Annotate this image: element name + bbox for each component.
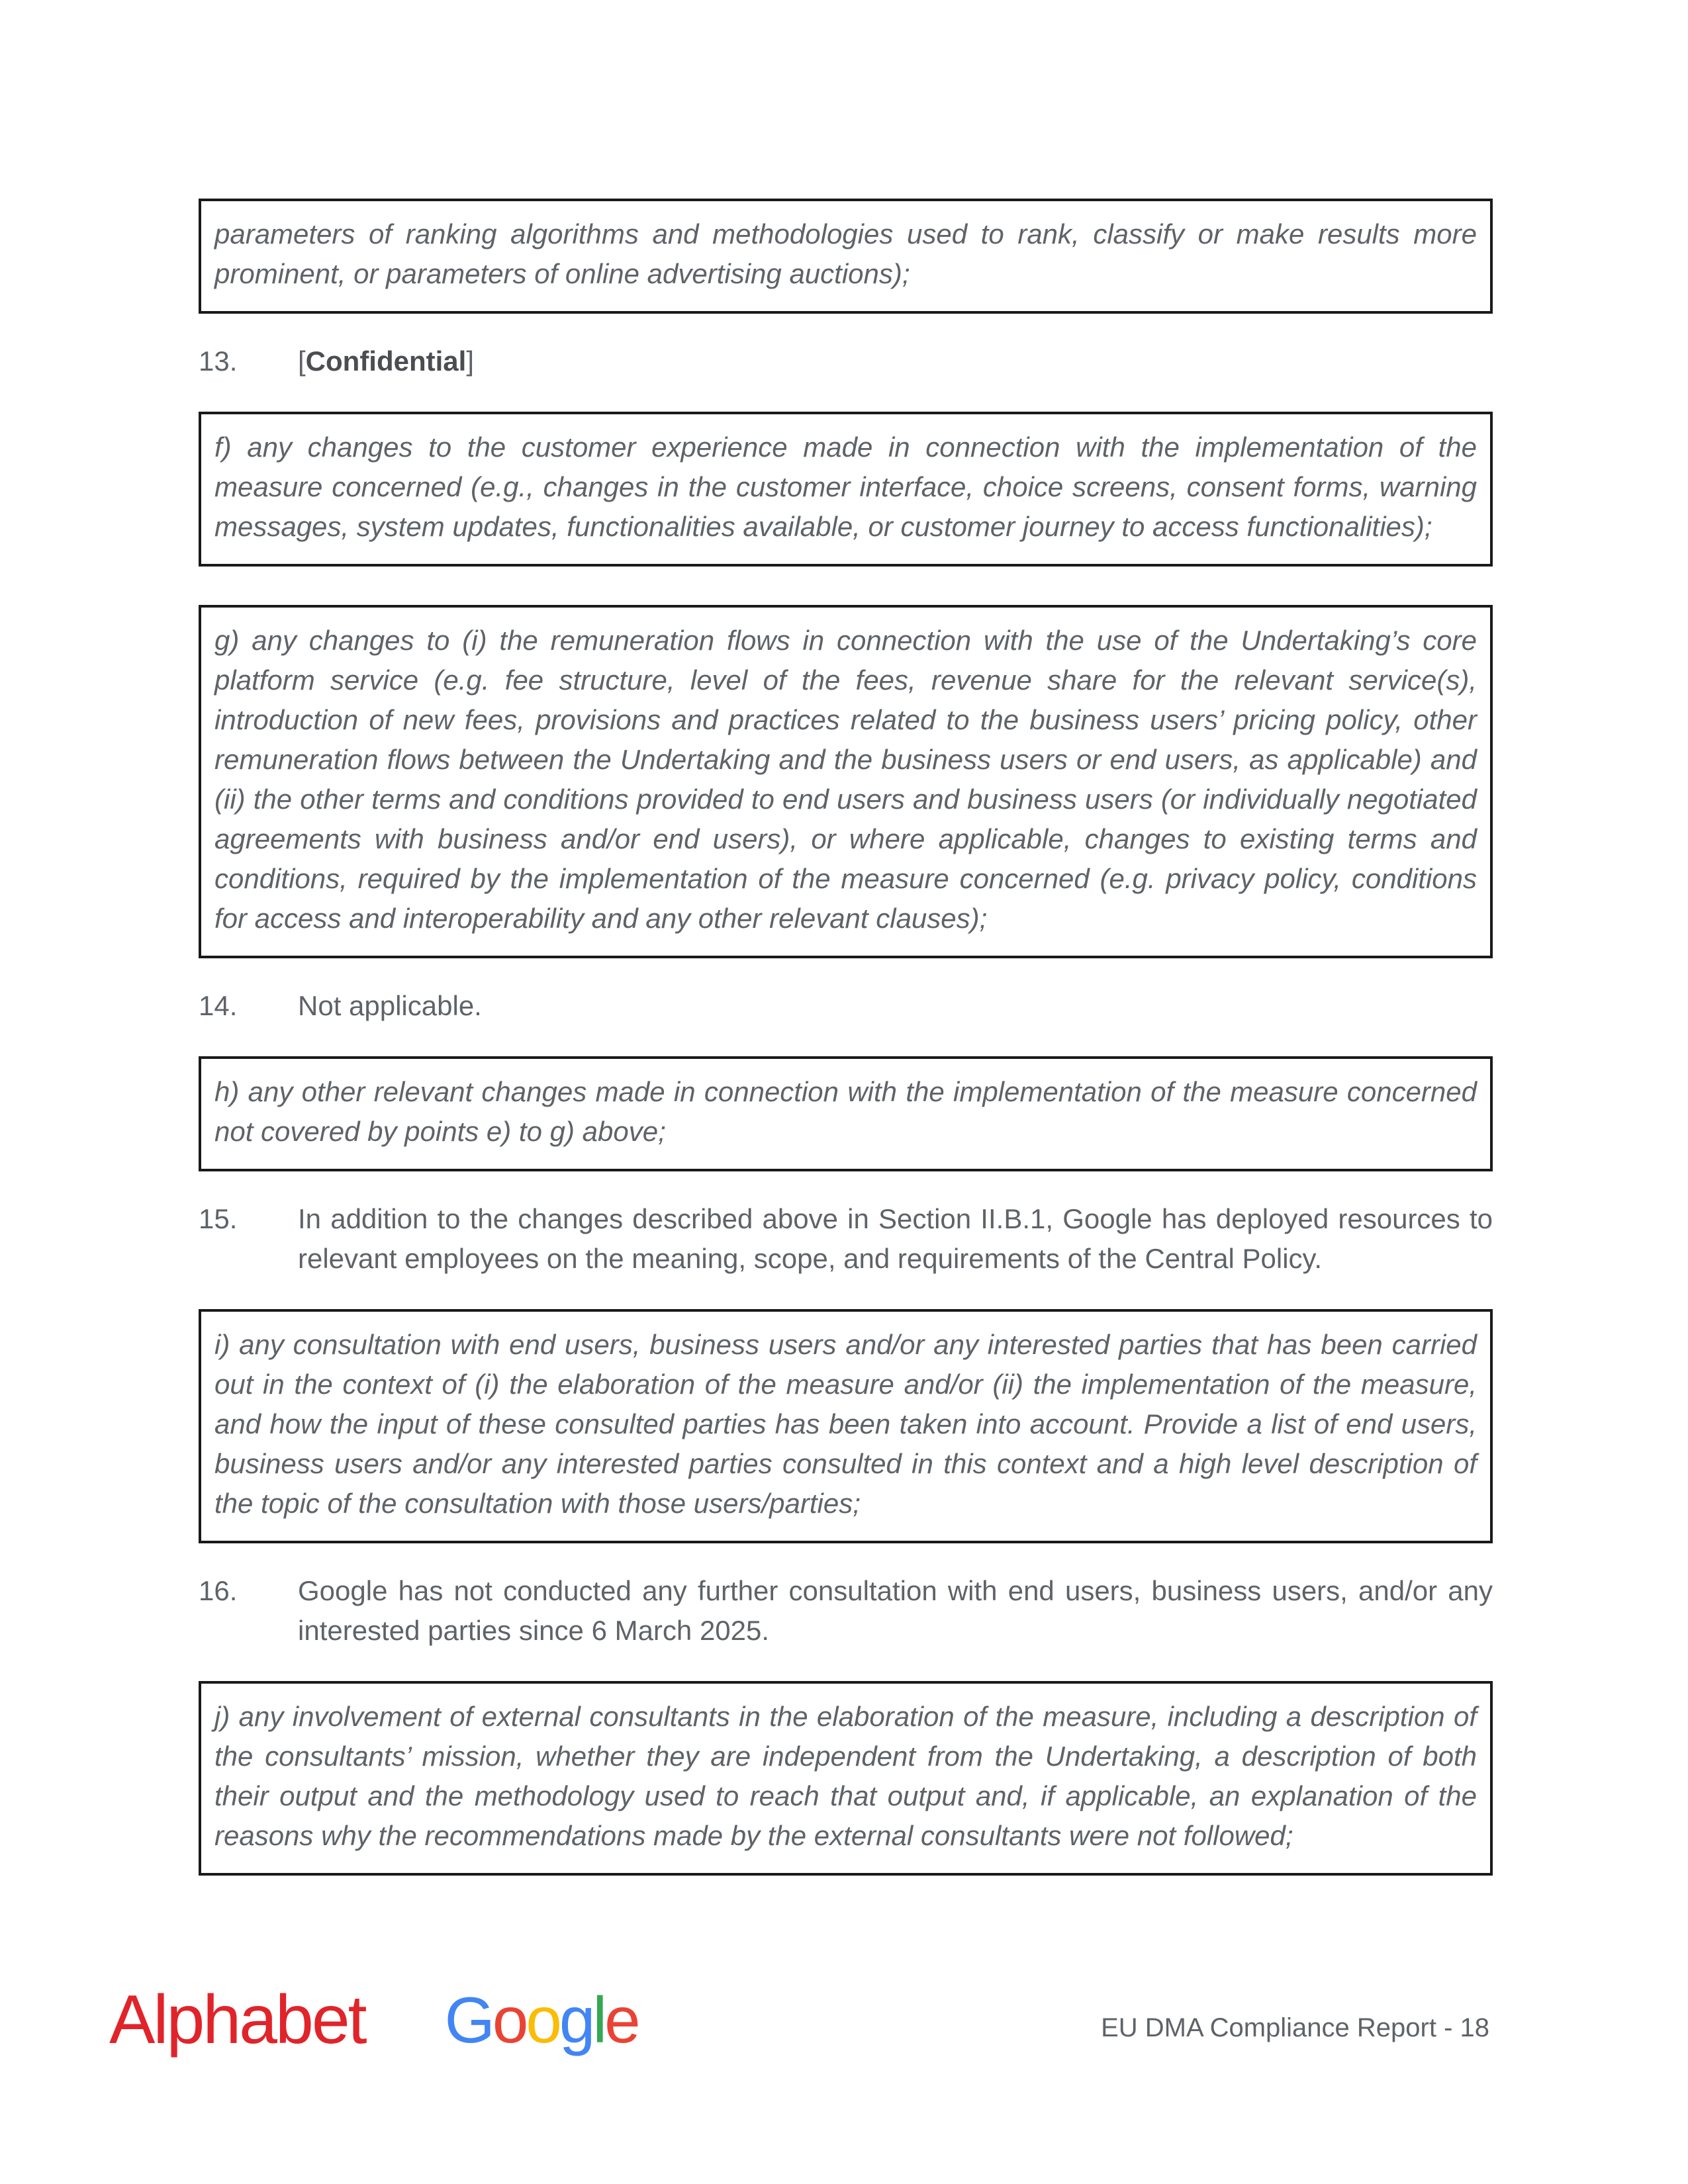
google-logo-letter: o: [526, 1983, 559, 2056]
google-logo: [444, 1983, 638, 2056]
paragraph-14: [199, 986, 1493, 1026]
bracket-open: [: [298, 345, 306, 377]
document-page: [199, 199, 1493, 1876]
requirement-text: j) any involvement of external consultants in the elaboration of the measure, including a description of the consultants’ mission, whether they are independent from the Undertaking, a description of both their output and the methodology used to reach that output and, if applicable, an explanation of the reasons why the recommendations made by the external consultants were not followed;: [214, 1701, 1477, 1851]
google-logo-letter: g: [559, 1983, 593, 2056]
requirement-box-h: [199, 1056, 1493, 1171]
paragraph-15: [199, 1199, 1493, 1279]
paragraph-13: [199, 341, 1493, 381]
alphabet-logo: Alphabet: [109, 1981, 365, 2058]
google-logo-letter: l: [592, 1983, 605, 2056]
requirement-text: f) any changes to the customer experience made in connection with the implementation of the measure concerned (e.g., changes in the customer interface, choice screens, consent forms, warning messages, system updates, functionalities available, or customer journey to access functionalities);: [214, 432, 1477, 542]
paragraph-16: [199, 1571, 1493, 1651]
google-logo-letter: G: [444, 1983, 492, 2056]
footer-logos: [109, 1981, 638, 2058]
requirement-box-f: [199, 412, 1493, 567]
google-logo-letter: e: [604, 1983, 638, 2056]
paragraph-body: [298, 341, 1493, 381]
requirement-box-top: [199, 199, 1493, 314]
footer-page-label: EU DMA Compliance Report - 18: [1101, 2013, 1489, 2042]
paragraph-number: 13.: [199, 345, 238, 377]
paragraph-number: 15.: [199, 1203, 238, 1234]
requirement-text: h) any other relevant changes made in connection with the implementation of the measure concerned not covered by points e) to g) above;: [214, 1076, 1477, 1147]
paragraph-body: In addition to the changes described above in Section II.B.1, Google has deployed resources to relevant employees on the meaning, scope, and requirements of the Central Policy.: [298, 1203, 1493, 1274]
bracket-close: ]: [466, 345, 474, 377]
requirement-box-j: [199, 1681, 1493, 1876]
requirement-box-i: [199, 1309, 1493, 1543]
paragraph-body: Not applicable.: [298, 990, 482, 1021]
paragraph-body: Google has not conducted any further consultation with end users, business users, and/or any interested parties since 6 March 2025.: [298, 1575, 1493, 1646]
requirement-text: parameters of ranking algorithms and methodologies used to rank, classify or make results more prominent, or parameters of online advertising auctions);: [214, 218, 1477, 289]
confidential-label: Confidential: [305, 345, 467, 377]
requirement-box-g: [199, 605, 1493, 958]
requirement-text: g) any changes to (i) the remuneration flows in connection with the use of the Undertaking’s core platform service (e.g. fee structure, level of the fees, revenue share for the relevant service(s), introduction of new fees, provisions and practices related to the business users’ pricing policy, other remuneration flows between the Undertaking and the business users or end users, as applicable) and (ii) the other terms and conditions provided to end users and business users (or individually negotiated agreements with business and/or end users), or where applicable, changes to existing terms and conditions, required by the implementation of the measure concerned (e.g. privacy policy, conditions for access and interoperability and any other relevant clauses);: [214, 625, 1477, 934]
google-logo-letter: o: [492, 1983, 526, 2056]
requirement-text: i) any consultation with end users, business users and/or any interested parties that has been carried out in the context of (i) the elaboration of the measure and/or (ii) the implementation of the measure, and how the input of these consulted parties has been taken into account. Provide a list of end users, business users and/or any interested parties consulted in this context and a high level description of the topic of the consultation with those users/parties;: [214, 1329, 1477, 1519]
paragraph-number: 14.: [199, 990, 238, 1021]
paragraph-number: 16.: [199, 1575, 238, 1606]
